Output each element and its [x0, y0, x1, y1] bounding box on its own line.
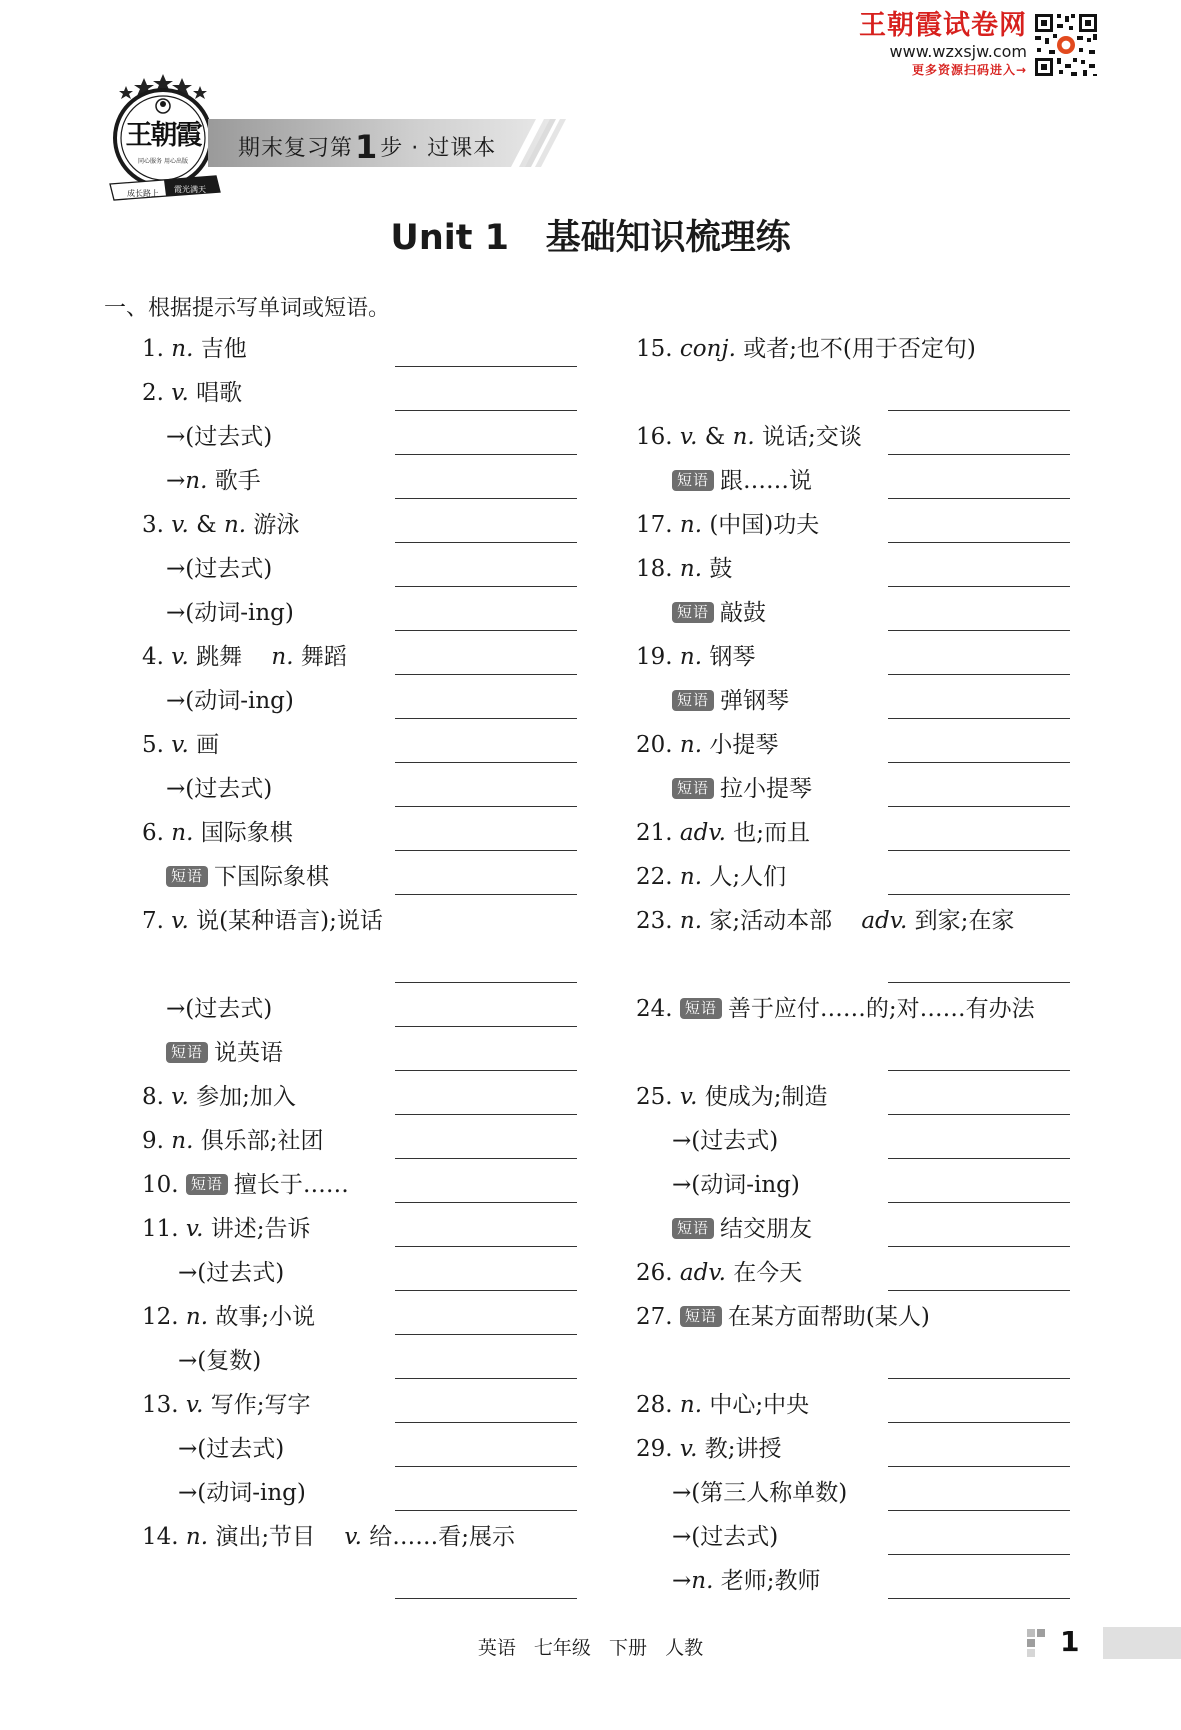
list-item-2-noun [166, 466, 261, 496]
list-item-25-past [672, 1126, 778, 1156]
item-number: 18. [636, 556, 673, 582]
part-of-speech: v. [185, 1216, 204, 1242]
list-item-15 [636, 334, 976, 364]
part-of-speech: v. [171, 732, 189, 758]
item-prompt: (中国)功夫 [709, 512, 820, 538]
item-prompt: 跟……说 [720, 468, 813, 494]
answer-blank-5-past[interactable] [395, 806, 577, 807]
part-of-speech: adv. [679, 820, 726, 846]
answer-blank-29-third-person[interactable] [888, 1510, 1070, 1511]
answer-blank-18[interactable] [888, 586, 1070, 587]
ampersand: & [704, 424, 726, 450]
list-item-18-phrase [672, 598, 766, 628]
logo-motto: 同心服务 用心出版 [138, 158, 188, 165]
answer-blank-24[interactable] [888, 1070, 1070, 1071]
brand-name: 王朝霞试卷网 [859, 10, 1027, 41]
item-prompt: →(过去式) [166, 776, 273, 802]
brand-cta: 更多资源扫码进入→ [911, 63, 1027, 77]
answer-blank-20[interactable] [888, 762, 1070, 763]
item-number: 3. [142, 512, 164, 538]
item-number: 25. [636, 1084, 673, 1110]
arrow: → [166, 468, 186, 494]
item-prompt: 参加;加入 [196, 1084, 296, 1110]
item-prompt: 游泳 [253, 512, 300, 538]
list-item-7-past [166, 994, 272, 1024]
item-prompt: →(过去式) [166, 996, 273, 1022]
part-of-speech: n. [171, 820, 194, 846]
answer-blank-19-phrase[interactable] [888, 718, 1070, 719]
list-item-3-past [166, 554, 272, 584]
item-number: 29. [636, 1436, 673, 1462]
item-prompt: 歌手 [214, 468, 261, 494]
part-of-speech: n. [679, 908, 703, 934]
item-number: 14. [142, 1524, 179, 1550]
part-of-speech: v. [171, 380, 189, 406]
footer-strip [1103, 1627, 1181, 1659]
item-prompt: 弹钢琴 [720, 688, 790, 714]
answer-blank-2-past[interactable] [395, 454, 577, 455]
part-of-speech: v. [185, 1392, 204, 1418]
answer-blank-15[interactable] [888, 410, 1070, 411]
part-of-speech: n. [679, 1392, 703, 1418]
item-prompt: →(过去式) [166, 556, 273, 582]
answer-blank-18-phrase[interactable] [888, 630, 1070, 631]
answer-blank-13-ing[interactable] [395, 1510, 577, 1511]
item-prompt: →(动词-ing) [166, 600, 294, 626]
part-of-speech: v. [171, 644, 189, 670]
part-of-speech: n. [223, 512, 247, 538]
section-heading: 一、根据提示写单词或短语。 [104, 296, 391, 321]
footer-course-info: 英语 七年级 下册 人教 [477, 1637, 704, 1659]
answer-blank-25[interactable] [888, 1114, 1070, 1115]
page-number: 1 [1060, 1625, 1080, 1658]
list-item-1 [142, 334, 247, 364]
answer-blank-16[interactable] [888, 454, 1070, 455]
list-item-12 [142, 1302, 315, 1332]
answer-blank-8[interactable] [395, 1114, 577, 1115]
item-number: 10. [142, 1172, 179, 1198]
answer-blank-27[interactable] [888, 1378, 1070, 1379]
part-of-speech: n. [679, 644, 703, 670]
answer-blank-29[interactable] [888, 1466, 1070, 1467]
answer-blank-11[interactable] [395, 1246, 577, 1247]
item-prompt: 鼓 [709, 556, 733, 582]
item-prompt: 使成为;制造 [704, 1084, 828, 1110]
answer-blank-19[interactable] [888, 674, 1070, 675]
list-item-8 [142, 1082, 296, 1112]
item-number: 4. [142, 644, 164, 670]
answer-blank-13[interactable] [395, 1422, 577, 1423]
list-item-3 [142, 510, 299, 540]
phrase-badge: 短语 [680, 998, 722, 1019]
phrase-badge: 短语 [186, 1174, 228, 1195]
item-prompt: →(过去式) [166, 424, 273, 450]
item-prompt: 跳舞 [196, 644, 243, 670]
logo-ribbon-left: 成长路上 [127, 189, 159, 198]
answer-blank-1[interactable] [395, 366, 577, 367]
item-prompt: 善于应付……的;对……有办法 [727, 996, 1035, 1022]
item-prompt: →(过去式) [178, 1436, 285, 1462]
banner-suffix: 步 · 过课本 [380, 136, 497, 161]
part-of-speech: n. [679, 556, 703, 582]
answer-blank-4-ing[interactable] [395, 718, 577, 719]
list-item-29 [636, 1434, 782, 1464]
item-prompt: 唱歌 [196, 380, 243, 406]
item-number: 19. [636, 644, 673, 670]
answer-blank-3-past[interactable] [395, 586, 577, 587]
list-item-17 [636, 510, 819, 540]
part-of-speech: v. [679, 1084, 698, 1110]
answer-blank-25-past[interactable] [888, 1158, 1070, 1159]
part-of-speech: n. [679, 732, 703, 758]
item-prompt: 也;而且 [733, 820, 810, 846]
list-item-21 [636, 818, 810, 848]
item-number: 23. [636, 908, 673, 934]
item-number: 22. [636, 864, 673, 890]
list-item-2 [142, 378, 242, 408]
part-of-speech: n. [271, 644, 294, 670]
answer-blank-21[interactable] [888, 850, 1070, 851]
item-prompt: 故事;小说 [215, 1304, 316, 1330]
part-of-speech: conj. [679, 336, 736, 362]
item-number: 9. [142, 1128, 164, 1154]
part-of-speech: v. [171, 908, 189, 934]
list-item-5-past [166, 774, 272, 804]
item-number: 27. [636, 1304, 673, 1330]
ampersand: & [196, 512, 217, 538]
item-prompt: →(动词-ing) [178, 1480, 306, 1506]
answer-blank-13-past[interactable] [395, 1466, 577, 1467]
item-number: 17. [636, 512, 673, 538]
publisher-logo [104, 72, 222, 212]
answer-blank-6-phrase[interactable] [395, 894, 577, 895]
phrase-badge: 短语 [672, 602, 714, 623]
list-item-19 [636, 642, 755, 672]
answer-blank-25-phrase[interactable] [888, 1246, 1070, 1247]
list-item-6-phrase [166, 862, 329, 892]
brand-block [857, 10, 1027, 79]
list-item-19-phrase [672, 686, 789, 716]
part-of-speech: n. [679, 864, 703, 890]
list-item-29-past [672, 1522, 778, 1552]
item-prompt: 中心;中央 [709, 1392, 810, 1418]
answer-blank-6[interactable] [395, 850, 577, 851]
item-number: 13. [142, 1392, 179, 1418]
answer-blank-29-past[interactable] [888, 1554, 1070, 1555]
qr-code-icon[interactable] [1033, 12, 1099, 78]
answer-blank-2[interactable] [395, 410, 577, 411]
answer-blank-5[interactable] [395, 762, 577, 763]
answer-blank-7-past[interactable] [395, 1026, 577, 1027]
list-item-25 [636, 1082, 828, 1112]
item-prompt: 擅长于…… [233, 1172, 349, 1198]
list-item-14 [142, 1522, 515, 1552]
review-step-banner [208, 119, 568, 167]
list-item-22 [636, 862, 786, 892]
banner-prefix: 期末复习第 [238, 136, 354, 161]
answer-blank-16-phrase[interactable] [888, 498, 1070, 499]
item-number: 15. [636, 336, 673, 362]
answer-blank-11-past[interactable] [395, 1290, 577, 1291]
item-prompt: 舞蹈 [300, 644, 347, 670]
item-prompt: →(过去式) [178, 1260, 285, 1286]
item-prompt: 小提琴 [709, 732, 779, 758]
answer-blank-22[interactable] [888, 894, 1070, 895]
list-item-3-ing [166, 598, 294, 628]
list-item-7-phrase [166, 1038, 283, 1068]
answer-blank-9[interactable] [395, 1158, 577, 1159]
list-item-9 [142, 1126, 323, 1156]
item-prompt: 敲鼓 [720, 600, 767, 626]
list-item-11 [142, 1214, 311, 1244]
item-prompt: 在某方面帮助(某人) [727, 1304, 930, 1330]
list-item-24 [636, 994, 1035, 1024]
list-item-26 [636, 1258, 802, 1288]
item-prompt: 家;活动本部 [709, 908, 833, 934]
list-item-2-past [166, 422, 272, 452]
list-item-13-past [178, 1434, 284, 1464]
item-number: 1. [142, 336, 164, 362]
answer-blank-14[interactable] [395, 1598, 577, 1599]
list-item-13-ing [178, 1478, 306, 1508]
banner-text [238, 128, 496, 166]
answer-blank-2-noun[interactable] [395, 498, 577, 499]
answer-blank-29-noun[interactable] [888, 1598, 1070, 1599]
item-prompt: 画 [196, 732, 220, 758]
part-of-speech: v. [679, 424, 698, 450]
answer-blank-20-phrase[interactable] [888, 806, 1070, 807]
item-prompt: 吉他 [200, 336, 247, 362]
item-number: 12. [142, 1304, 179, 1330]
item-number: 7. [142, 908, 164, 934]
list-item-4-ing [166, 686, 294, 716]
item-prompt: 下国际象棋 [214, 864, 330, 890]
part-of-speech: n. [171, 1128, 194, 1154]
answer-blank-4[interactable] [395, 674, 577, 675]
logo-ribbon-right: 霞光满天 [174, 185, 206, 194]
item-number: 16. [636, 424, 673, 450]
part-of-speech: adv. [861, 908, 908, 934]
item-number: 24. [636, 996, 673, 1022]
list-item-25-phrase [672, 1214, 812, 1244]
list-item-27 [636, 1302, 930, 1332]
answer-blank-12-plural[interactable] [395, 1378, 577, 1379]
list-item-11-past [178, 1258, 284, 1288]
item-number: 20. [636, 732, 673, 758]
item-prompt: 说话;交谈 [762, 424, 862, 450]
item-prompt: 教;讲授 [704, 1436, 782, 1462]
part-of-speech: adv. [679, 1260, 726, 1286]
answer-blank-25-ing[interactable] [888, 1202, 1070, 1203]
item-prompt: →(动词-ing) [672, 1172, 800, 1198]
list-item-23 [636, 906, 1014, 936]
item-prompt: →(过去式) [672, 1524, 779, 1550]
phrase-badge: 短语 [680, 1306, 722, 1327]
arrow: → [672, 1568, 692, 1594]
part-of-speech: n. [691, 1568, 714, 1594]
brand-url[interactable]: www.wzxsjw.com [889, 42, 1027, 61]
phrase-badge: 短语 [672, 778, 714, 799]
item-prompt: 拉小提琴 [720, 776, 813, 802]
item-number: 21. [636, 820, 673, 846]
item-prompt: 在今天 [733, 1260, 803, 1286]
item-prompt: 演出;节目 [215, 1524, 316, 1550]
phrase-badge: 短语 [672, 690, 714, 711]
part-of-speech: n. [185, 1524, 209, 1550]
page-title: Unit 1 基础知识梳理练 [390, 218, 791, 258]
list-item-4 [142, 642, 347, 672]
phrase-badge: 短语 [166, 1042, 208, 1063]
item-number: 28. [636, 1392, 673, 1418]
part-of-speech: v. [679, 1436, 698, 1462]
item-prompt: 俱乐部;社团 [200, 1128, 324, 1154]
item-prompt: 说(某种语言);说话 [196, 908, 383, 934]
item-prompt: 钢琴 [709, 644, 756, 670]
list-item-29-third-person [672, 1478, 847, 1508]
list-item-7 [142, 906, 383, 936]
item-prompt: →(动词-ing) [166, 688, 294, 714]
item-number: 11. [142, 1216, 179, 1242]
list-item-18 [636, 554, 732, 584]
list-item-13 [142, 1390, 311, 1420]
list-item-29-noun [672, 1566, 820, 1596]
part-of-speech: n. [185, 468, 208, 494]
list-item-16 [636, 422, 862, 452]
answer-blank-3[interactable] [395, 542, 577, 543]
item-prompt: 老师;教师 [720, 1568, 821, 1594]
list-item-12-plural [178, 1346, 261, 1376]
answer-blank-3-ing[interactable] [395, 630, 577, 631]
logo-name: 王朝霞 [125, 120, 201, 151]
banner-step-number: 1 [355, 128, 379, 166]
item-number: 5. [142, 732, 164, 758]
answer-blank-7-phrase[interactable] [395, 1070, 577, 1071]
item-prompt: 结交朋友 [720, 1216, 813, 1242]
item-prompt: 写作;写字 [210, 1392, 311, 1418]
answer-blank-12[interactable] [395, 1334, 577, 1335]
part-of-speech: n. [185, 1304, 209, 1330]
list-item-20-phrase [672, 774, 812, 804]
list-item-25-ing [672, 1170, 800, 1200]
list-item-5 [142, 730, 219, 760]
part-of-speech: v. [171, 512, 189, 538]
answer-blank-26[interactable] [888, 1290, 1070, 1291]
part-of-speech: v. [171, 1084, 189, 1110]
item-prompt: →(复数) [178, 1348, 262, 1374]
part-of-speech: n. [679, 512, 703, 538]
item-prompt: 或者;也不(用于否定句) [743, 336, 976, 362]
phrase-badge: 短语 [166, 866, 208, 887]
item-prompt: 到家;在家 [914, 908, 1015, 934]
item-prompt: 给……看;展示 [369, 1524, 515, 1550]
item-prompt: →(第三人称单数) [672, 1480, 848, 1506]
list-item-6 [142, 818, 293, 848]
item-prompt: →(过去式) [672, 1128, 779, 1154]
answer-blank-7[interactable] [395, 982, 577, 983]
list-item-28 [636, 1390, 809, 1420]
item-prompt: 讲述;告诉 [210, 1216, 311, 1242]
phrase-badge: 短语 [672, 1218, 714, 1239]
item-number: 2. [142, 380, 164, 406]
item-number: 6. [142, 820, 164, 846]
answer-blank-23[interactable] [888, 982, 1070, 983]
answer-blank-28[interactable] [888, 1422, 1070, 1423]
list-item-16-phrase [672, 466, 812, 496]
answer-blank-17[interactable] [888, 542, 1070, 543]
item-prompt: 说英语 [214, 1040, 284, 1066]
item-number: 8. [142, 1084, 164, 1110]
item-prompt: 人;人们 [709, 864, 787, 890]
part-of-speech: n. [171, 336, 194, 362]
list-item-10 [142, 1170, 349, 1200]
part-of-speech: n. [732, 424, 755, 450]
phrase-badge: 短语 [672, 470, 714, 491]
answer-blank-10[interactable] [395, 1202, 577, 1203]
item-prompt: 国际象棋 [200, 820, 293, 846]
list-item-20 [636, 730, 778, 760]
item-number: 26. [636, 1260, 673, 1286]
part-of-speech: v. [344, 1524, 362, 1550]
